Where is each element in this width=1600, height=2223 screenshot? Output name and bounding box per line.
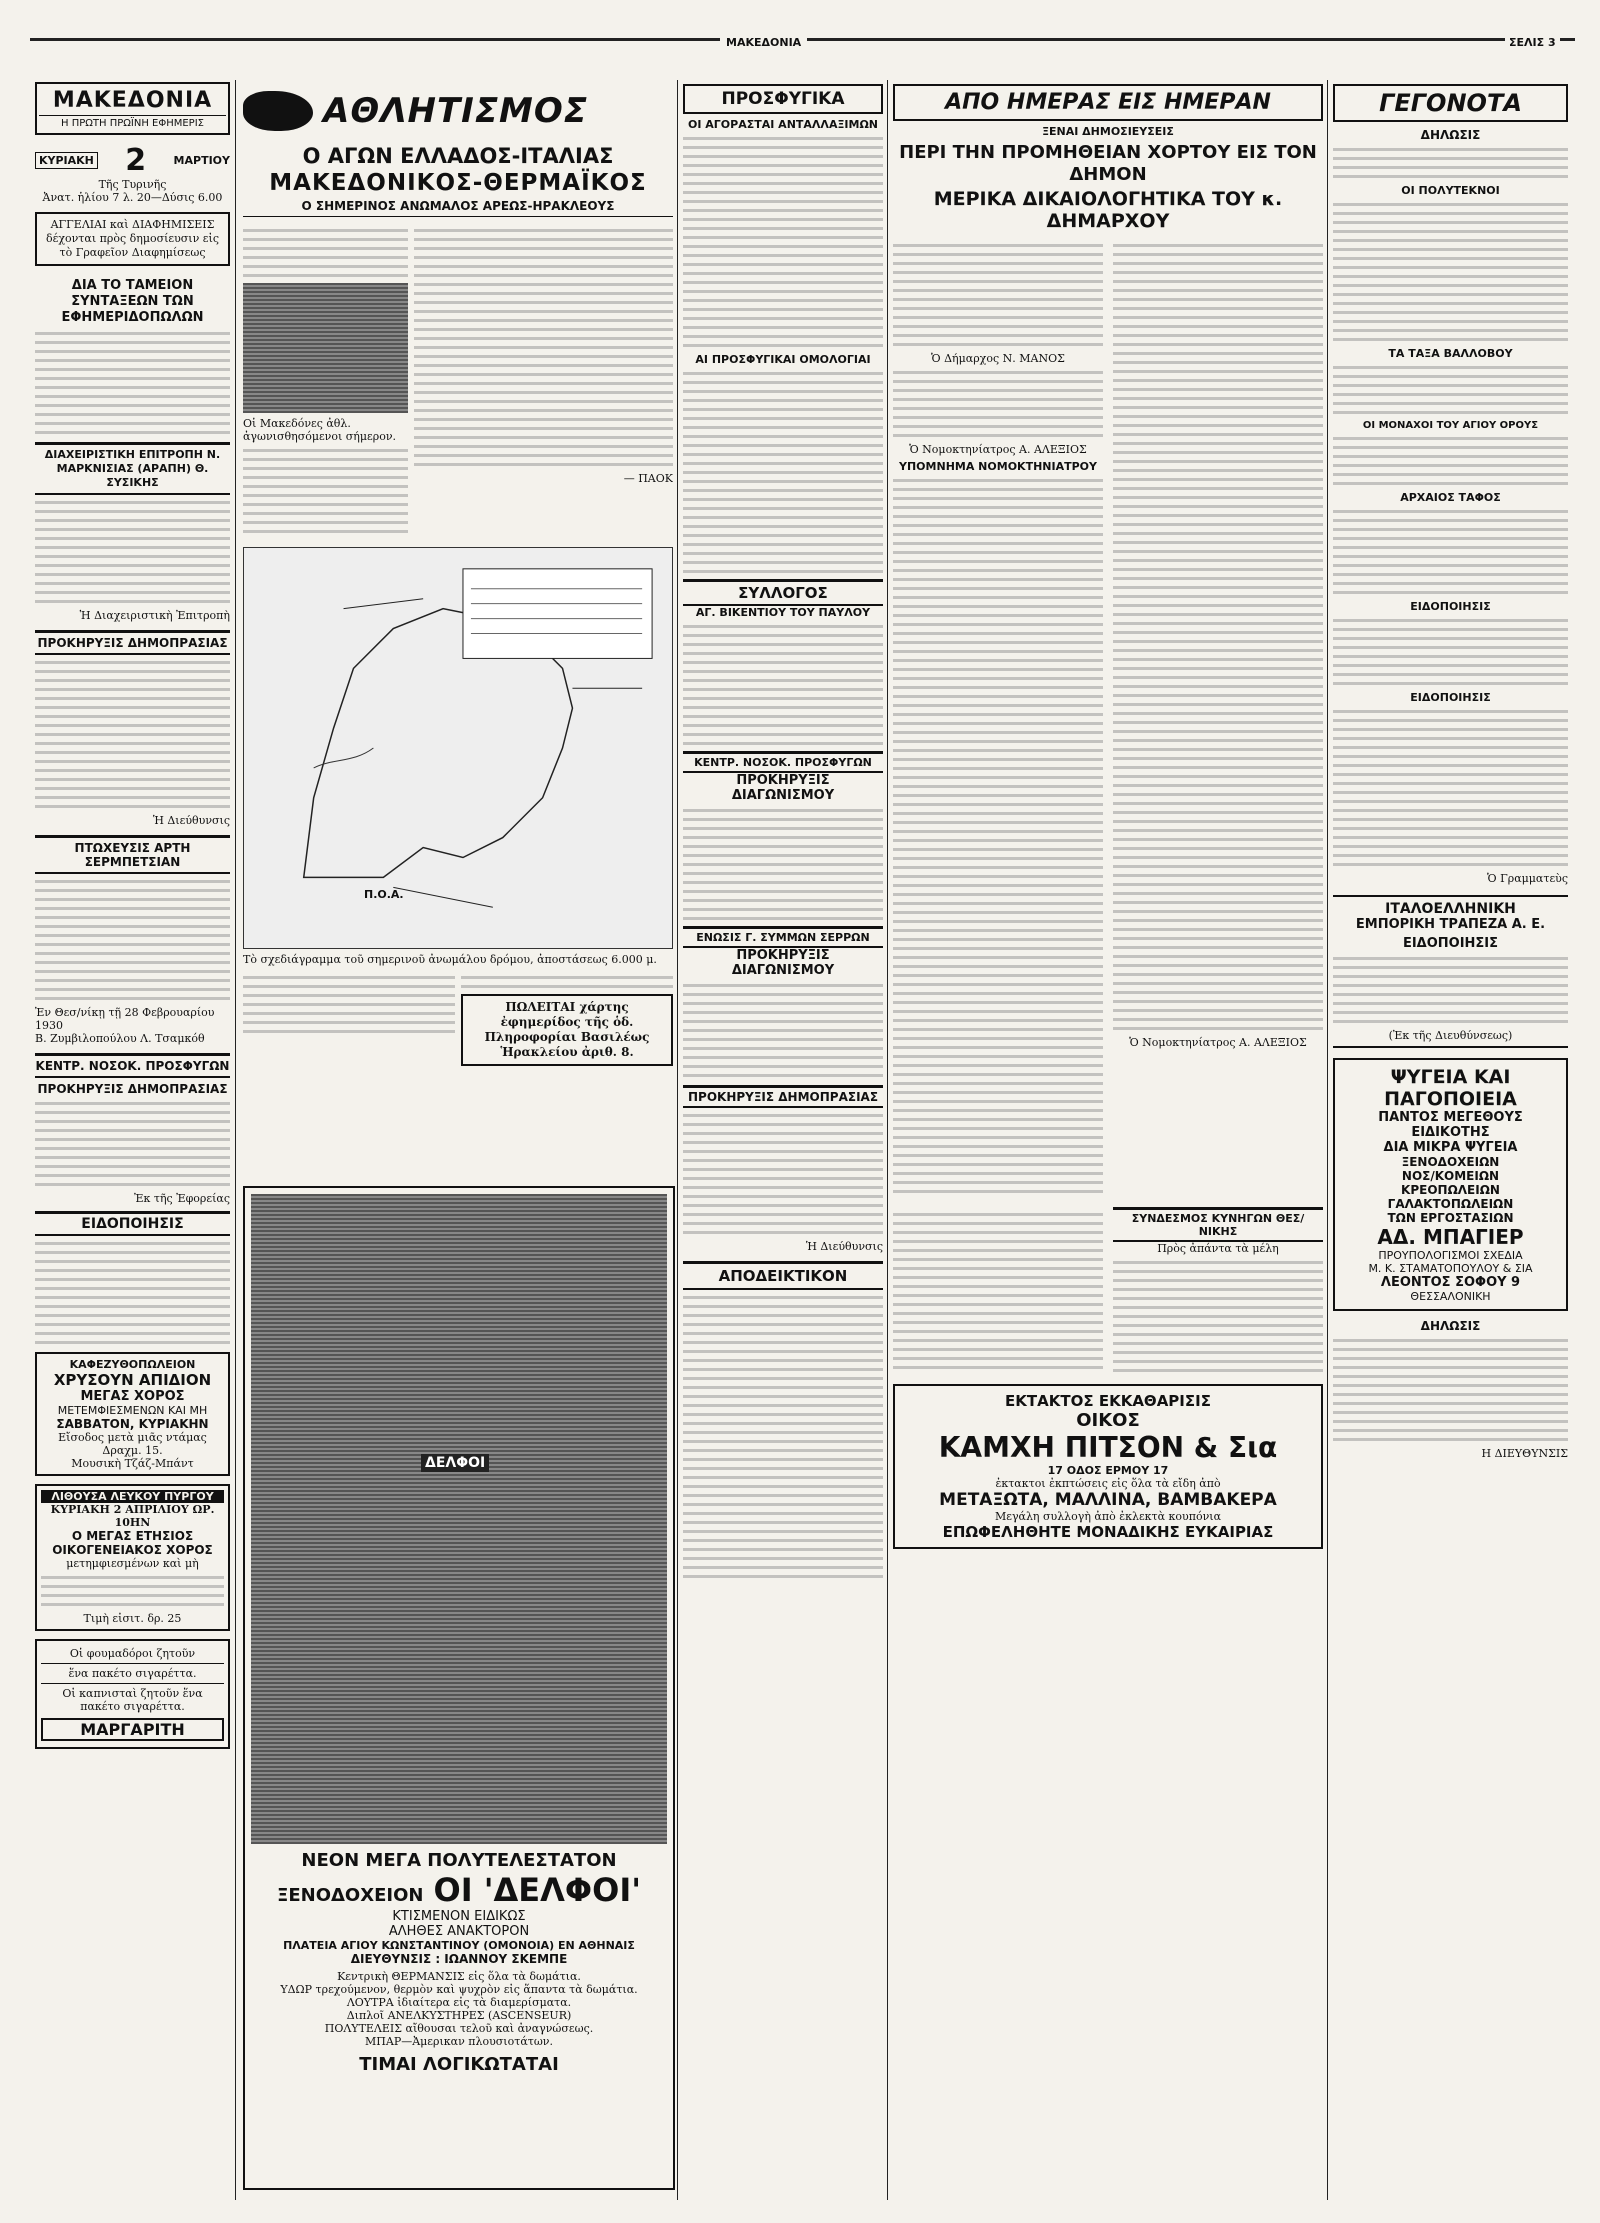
bank-notice	[1333, 895, 1568, 1048]
headline-taxos: ΑΡΧΑΙΟΣ ΤΑΦΟΣ	[1400, 491, 1501, 504]
kamchi-pitson-advertisement	[893, 1384, 1323, 1549]
article-body	[1333, 148, 1568, 178]
ad-line: ΣΑΒΒΑΤΟΝ, ΚΥΡΙΑΚΗΝ	[56, 1417, 209, 1431]
ad-line: ΛΟΥΤΡΑ ἰδιαίτερα εἰς τὰ διαμερίσματα.	[346, 1996, 572, 2009]
newsprint-sale-notice: ΠΩΛΕΙΤΑΙ χάρτης ἐφημερίδος τῆς ὁδ. Πληροφορίαι Βασιλέως Ἡρακλείου ἀριθ. 8.	[461, 994, 673, 1066]
ad-line: ΑΛΗΘΕΣ ΑΝΑΚΤΟΡΟΝ	[388, 1924, 530, 1939]
hotel-building-photo	[251, 1194, 667, 1844]
ad-line: Ο ΜΕΓΑΣ ΕΤΗΣΙΟΣ	[71, 1529, 194, 1543]
ad-line: ἐκτακτοι ἐκπτώσεις εἰς ὅλα τὰ εἴδη ἀπὸ	[995, 1477, 1221, 1490]
ad-line: ΠΑΓΟΠΟΙΕΙΑ	[1384, 1088, 1517, 1110]
ad-title: ΕΚΤΑΚΤΟΣ ΕΚΚΑΘΑΡΙΣΙΣ	[1005, 1392, 1211, 1410]
bank-subtitle: ΕΜΠΟΡΙΚΗ ΤΡΑΠΕΖΑ Α. Ε.	[1355, 917, 1546, 932]
column-4	[893, 84, 1323, 2194]
signature: Η ΔΙΕΥΘΥΝΣΙΣ	[1481, 1447, 1568, 1460]
ad-name: ΧΡΥΣΟΥΝ ΑΠΙΔΙΟΝ	[53, 1371, 212, 1389]
headline-enosis: ΕΝΩΣΙΣ Γ. ΣΥΜΜΩΝ ΣΕΡΡΩΝ	[683, 926, 883, 948]
dance-advertisement	[35, 1484, 230, 1631]
article-body	[683, 372, 883, 573]
article-body	[35, 332, 230, 434]
article-body	[683, 984, 883, 1077]
building-sign: ΔΕΛΦΟΙ	[421, 1454, 489, 1472]
ad-line: ΟΙΚΟΓΕΝΕΙΑΚΟΣ ΧΟΡΟΣ	[52, 1543, 213, 1557]
ad-oikos: ΟΙΚΟΣ	[1076, 1410, 1140, 1431]
article-left	[893, 238, 1103, 1199]
headline-makedonikos: ΜΑΚΕΔΟΝΙΚΟΣ-ΘΕΡΜΑΪΚΟΣ	[269, 170, 647, 196]
syndesmos-sub: Πρὸς ἀπάντα τὰ μέλη	[1157, 1242, 1279, 1255]
headline-greece-italy: Ο ΑΓΩΝ ΕΛΛΑΔΟΣ-ΙΤΑΛΙΑΣ	[302, 144, 614, 168]
ad-line: ΚΡΕΟΠΩΛΕΙΩΝ	[1401, 1183, 1500, 1197]
ad-title: ΚΑΦΕΖΥΘΟΠΩΛΕΙΟΝ	[69, 1358, 196, 1371]
headline-dilosis-2: ΔΗΛΩΣΙΣ	[1420, 1319, 1481, 1333]
signature: Ὁ Νομοκτηνίατρος Α. ΑΛΕΞΙΟΣ	[1129, 1036, 1307, 1049]
ad-line: ΚΥΡΙΑΚΗ 2 ΑΠΡΙΛΙΟΥ ΩΡ. 10ΗΝ	[50, 1503, 215, 1529]
section-banner: ΓΕΓΟΝΟΤΑ	[1333, 84, 1568, 122]
refrigerator-advertisement	[1333, 1058, 1568, 1311]
ad-line: ΛΕΟΝΤΟΣ ΣΟΦΟΥ 9	[1380, 1275, 1521, 1290]
article-body	[35, 880, 230, 1000]
bank-notice-title: ΕΙΔΟΠΟΙΗΣΙΣ	[1402, 936, 1499, 951]
ad-line: ΠΡΟΥΠΟΛΟΓΙΣΜΟΙ ΣΧΕΔΙΑ	[1378, 1249, 1523, 1262]
ad-title: ΛΙΘΟΥΣΑ ΛΕΥΚΟΥ ΠΥΡΓΟΥ	[41, 1490, 224, 1503]
ad-line: ΠΛΑΤΕΙΑ ΑΓΙΟΥ ΚΩΝΣΤΑΝΤΙΝΟΥ (ΟΜΟΝΟΙΑ) ΕΝ ΑΘΗΝΑΙΣ	[283, 1939, 635, 1952]
article-columns	[893, 238, 1323, 1199]
headline-omologiai: ΑΙ ΠΡΟΣΦΥΓΙΚΑΙ ΟΜΟΛΟΓΙΑΙ	[695, 353, 871, 366]
ad-line: ἕνα πακέτο σιγαρέττα.	[68, 1667, 197, 1680]
ad-line: Διπλοῖ ΑΝΕΛΚΥΣΤΗΡΕΣ (ASCENSEUR)	[346, 2009, 572, 2022]
sports-upper	[243, 223, 673, 539]
ad-body	[41, 1576, 224, 1606]
article-right	[1113, 238, 1323, 1199]
ad-line: Τιμὴ εἰσιτ. δρ. 25	[83, 1612, 182, 1625]
signature-date: Ἐν Θεσ/νίκῃ τῇ 28 Φεβρουαρίου 1930	[35, 1006, 215, 1032]
signature-names: Β. Ζυμβιλοπούλου Λ. Τσαμκόθ	[35, 1032, 205, 1045]
advertising-notice: ΑΓΓΕΛΙΑΙ καὶ ΔΙΑΦΗΜΙΣΕΙΣ δέχονται πρὸς δημοσίευσιν εἰς τὸ Γραφεῖον Διαφημίσεως	[35, 212, 230, 266]
map-label: Π.Ο.Α.	[364, 888, 404, 901]
headline-chortos: ΠΕΡΙ ΤΗΝ ΠΡΟΜΗΘΕΙΑΝ ΧΟΡΤΟΥ ΕΙΣ ΤΟΝ ΔΗΜΟΝ	[899, 142, 1317, 185]
article-body	[1333, 957, 1568, 1023]
ad-line: πακέτο σιγαρέττα.	[80, 1700, 185, 1713]
headline-dilosis: ΔΗΛΩΣΙΣ	[1420, 128, 1481, 142]
article-body	[243, 970, 455, 1066]
date-day: ΚΥΡΙΑΚΗ	[35, 152, 98, 169]
nameplate-title: ΜΑΚΕΔΟΝΙΑ	[52, 88, 213, 113]
sports-lower-right	[461, 970, 673, 1066]
headline-kentr-nosok: ΚΕΝΤΡ. ΝΟΣΟΚ. ΠΡΟΣΦΥΓΩΝ	[683, 751, 883, 773]
ad-line: ΘΕΣΣΑΛΟΝΙΚΗ	[1410, 1290, 1491, 1303]
page-number: ΣΕΛΙΣ 3	[1505, 36, 1560, 49]
column-divider	[235, 80, 236, 2200]
nameplate-subtitle: Η ΠΡΩΤΗ ΠΡΩΪΝΗ ΕΦΗΜΕΡΙΣ	[39, 115, 226, 129]
signature: Ἡ Διεύθυνσις	[152, 814, 230, 827]
headline-syllogos: ΣΥΛΛΟΓΟΣ	[683, 579, 883, 606]
ad-line: ΓΑΛΑΚΤΟΠΩΛΕΙΩΝ	[1387, 1197, 1514, 1211]
ad-line: Εἴσοδος μετὰ μιᾶς ντάμας Δραχμ. 15.	[58, 1431, 207, 1457]
lower-left	[893, 1207, 1103, 1378]
sports-left-block	[243, 223, 408, 539]
article-body	[683, 137, 883, 347]
ad-line: Κεντρικὴ ΘΕΡΜΑΝΣΙΣ εἰς ὅλα τὰ δωμάτια.	[337, 1970, 581, 1983]
article-body	[893, 244, 1103, 346]
subheadline-syllogos: ΑΓ. ΒΙΚΕΝΤΙΟΥ ΤΟΥ ΠΑΥΛΟΥ	[695, 606, 871, 619]
headline-eidopoiiseis: ΕΙΔΟΠΟΙΗΣΙΣ	[35, 1211, 230, 1236]
ad-line: Οἱ καπνισταὶ ζητοῦν ἕνα	[41, 1683, 224, 1700]
signature: Ὁ Γραμματεὺς	[1487, 872, 1568, 885]
sports-banner-title: ΑΘΛΗΤΙΣΜΟΣ	[323, 91, 589, 131]
ad-line: ΜΕΤΑΞΩΤΑ, ΜΑΛΛΙΝΑ, ΒΑΜΒΑΚΕΡΑ	[939, 1490, 1277, 1510]
article-body	[683, 625, 883, 745]
ad-line: ΔΙΑ ΜΙΚΡΑ ΨΥΓΕΙΑ	[1383, 1140, 1518, 1155]
headline-tameion: ΔΙΑ ΤΟ ΤΑΜΕΙΟΝ ΣΥΝΤΑΞΕΩΝ ΤΩΝ ΕΦΗΜΕΡΙΔΟΠΩΛΩΝ	[61, 278, 204, 325]
subheadline-kentr: ΠΡΟΚΗΡΥΞΙΣ ΔΗΜΟΠΡΑΣΙΑΣ	[37, 1082, 228, 1096]
article-body	[243, 229, 408, 277]
sunrise-line: Ἀνατ. ἡλίου 7 λ. 20—Δύσις 6.00	[42, 191, 223, 204]
ad-line: ΜΕΤΕΜΦΙΕΣΜΕΝΩΝ ΚΑΙ ΜΗ	[57, 1404, 208, 1417]
headline-diakritiki: ΔΙΑΧΕΙΡΙΣΤΙΚΗ ΕΠΙΤΡΟΠΗ Ν. ΜΑΡΚΝΙΣΙΑΣ (ΑΡΑΠΗ) Θ. ΣΥΣΙΚΗΣ	[35, 442, 230, 495]
article-body	[683, 1296, 883, 1578]
article-body	[683, 1114, 883, 1234]
ad-line: ΕΠΩΦΕΛΗΘΗΤΕ ΜΟΝΑΔΙΚΗΣ ΕΥΚΑΙΡΙΑΣ	[942, 1523, 1274, 1541]
ad-line: Οἱ φουμαδόροι ζητοῦν	[41, 1647, 224, 1664]
article-body	[893, 479, 1103, 1193]
signature: Ὁ Νομοκτηνίατρος Α. ΑΛΕΞΙΟΣ	[909, 443, 1087, 456]
article-body	[243, 449, 408, 533]
sports-right-block	[414, 223, 673, 539]
headline-prokiryxis-dimoprasias: ΠΡΟΚΗΡΥΞΙΣ ΔΗΜΟΠΡΑΣΙΑΣ	[683, 1085, 883, 1108]
ad-line: ΠΟΛΥΤΕΛΕΙΣ αἴθουσαι τελοῦ καὶ ἀναγνώσεως.	[324, 2022, 594, 2035]
column-divider	[1327, 80, 1328, 2200]
masthead-paper-name: ΜΑΚΕΔΟΝΙΑ	[720, 36, 807, 49]
ad-line: ΔΙΕΥΘΥΝΣΙΣ : ΙΩΑΝΝΟΥ ΣΚΕΜΠΕ	[350, 1952, 568, 1966]
headline-agorastai: ΟΙ ΑΓΟΡΑΣΤΑΙ ΑΝΤΑΛΛΑΞΙΜΩΝ	[688, 118, 878, 131]
article-body	[1333, 366, 1568, 414]
signature: Ὁ Δήμαρχος Ν. ΜΑΝΟΣ	[931, 352, 1065, 365]
article-body	[35, 1242, 230, 1344]
article-body	[414, 229, 673, 466]
article-body	[35, 1102, 230, 1186]
ad-brand: ΜΑΡΓΑΡΙΤΗ	[41, 1718, 224, 1741]
article-body	[1333, 437, 1568, 485]
date-number: 2	[125, 143, 147, 178]
headline-eidopoiisis-2: ΕΙΔΟΠΟΙΗΣΙΣ	[1410, 691, 1491, 704]
subheadline-kentr: ΠΡΟΚΗΡΥΞΙΣ ΔΙΑΓΩΝΙΣΜΟΥ	[731, 773, 835, 803]
ad-line: ΠΑΝΤΟΣ ΜΕΓΕΘΟΥΣ	[1378, 1110, 1523, 1125]
subheadline-ypomnima: ΥΠΟΜΝΗΜΑ ΝΟΜΟΚΤΗΝΙΑΤΡΟΥ	[899, 460, 1097, 473]
signature: Ἡ Διεύθυνσις	[805, 1240, 883, 1253]
headline-eidopoiisis: ΕΙΔΟΠΟΙΗΣΙΣ	[1410, 600, 1491, 613]
ad-line: ΜΕΓΑΣ ΧΟΡΟΣ	[80, 1389, 185, 1404]
column-divider	[887, 80, 888, 2200]
ad-line: Μεγάλη συλλογὴ ἀπὸ ἐκλεκτὰ κουπόνια	[994, 1510, 1222, 1523]
sports-lower	[243, 970, 673, 1066]
cigarette-advertisement	[35, 1639, 230, 1749]
sports-banner	[243, 82, 673, 140]
article-body	[893, 371, 1103, 437]
ad-line: ΝΕΟΝ ΜΕΓΑ ΠΟΛΥΤΕΛΕΣΤΑΤΟΝ	[301, 1850, 617, 1871]
lower-articles	[893, 1207, 1323, 1378]
ad-line: ΞΕΝΟΔΟΧΕΙΟΝ	[276, 1885, 424, 1906]
feast-line: Τῆς Τυρινῆς	[98, 178, 167, 191]
subheadline-enosis: ΠΡΟΚΗΡΥΞΙΣ ΔΙΑΓΩΝΙΣΜΟΥ	[731, 948, 835, 978]
article-body	[1333, 710, 1568, 866]
column-1	[35, 82, 230, 2212]
article-body	[35, 501, 230, 603]
sports-section	[243, 82, 673, 1182]
date-month: ΜΑΡΤΙΟΥ	[173, 154, 230, 167]
article-body	[1333, 619, 1568, 685]
headline-taxa: ΤΑ ΤΑΞΑ ΒΑΛΛΟΒΟΥ	[1388, 347, 1513, 360]
hotel-delfoi-advertisement	[243, 1186, 675, 2190]
article-body	[1113, 1261, 1323, 1372]
ad-line: ΤΙΜΑΙ ΛΟΓΙΚΩΤΑΤΑΙ	[359, 2054, 559, 2075]
paper-nameplate	[35, 82, 230, 135]
race-route-map	[243, 547, 673, 949]
athletes-photo	[243, 283, 408, 413]
bank-title: ΙΤΑΛΟΕΛΛΗΝΙΚΗ	[1385, 901, 1516, 917]
headline-prokiryxis: ΠΡΟΚΗΡΥΞΙΣ ΔΗΜΟΠΡΑΣΙΑΣ	[35, 630, 230, 655]
ad-address: 17 ΟΔΟΣ ΕΡΜΟΥ 17	[1047, 1464, 1169, 1477]
article-body	[1333, 510, 1568, 594]
section-banner: ΑΠΟ ΗΜΕΡΑΣ ΕΙΣ ΗΜΕΡΑΝ	[893, 84, 1323, 121]
article-body	[683, 809, 883, 920]
date-line	[35, 143, 230, 178]
article-body	[35, 661, 230, 808]
photo-caption: Οἱ Μακεδόνες ἀθλ. ἀγωνισθησόμενοι σήμερον.	[243, 417, 397, 443]
ad-line: Μ. Κ. ΣΤΑΜΑΤΟΠΟΥΛΟΥ & ΣΙΑ	[1368, 1262, 1533, 1275]
ad-hotel-title: ΟΙ 'ΔΕΛΦΟΙ'	[433, 1871, 642, 1909]
headline-syndesmos: ΣΥΝΔΕΣΜΟΣ ΚΥΝΗΓΩΝ ΘΕΣ/ΝΙΚΗΣ	[1113, 1207, 1323, 1242]
article-body	[1113, 244, 1323, 1030]
signature: Ἐκ τῆς Ἐφορείας	[134, 1192, 230, 1205]
cafe-advertisement	[35, 1352, 230, 1476]
ad-line: μετημφιεσμένων καὶ μὴ	[66, 1557, 199, 1570]
ad-line: ΝΟΣ/ΚΟΜΕΙΩΝ	[1401, 1169, 1500, 1183]
article-body	[1333, 203, 1568, 341]
headline-prosfygika: ΠΡΟΣΦΥΓΙΚΑ	[683, 84, 883, 114]
ad-line: ΞΕΝΟΔΟΧΕΙΩΝ	[1401, 1155, 1500, 1169]
signature: (Ἐκ τῆς Διευθύνσεως)	[1388, 1029, 1513, 1042]
column-divider	[677, 80, 678, 2200]
headline-apodeiktikon: ΑΠΟΔΕΙΚΤΙΚΟΝ	[683, 1261, 883, 1290]
ad-line: ΑΔ. ΜΠΑΓΙΕΡ	[1377, 1225, 1524, 1249]
article-body	[893, 1213, 1103, 1369]
runner-illustration-icon	[243, 91, 313, 131]
headline-politeknoi: ΟΙ ΠΟΛΥΤΕΚΝΟΙ	[1401, 184, 1500, 197]
map-caption: Τὸ σχεδιάγραμμα τοῦ σημερινοῦ ἀνωμάλου δρόμου, ἀποστάσεως 6.000 μ.	[243, 953, 657, 966]
headline-monaxoi: ΟΙ ΜΟΝΑΧΟΙ ΤΟΥ ΑΓΙΟΥ ΟΡΟΥΣ	[1362, 420, 1539, 431]
article-body	[1333, 1339, 1568, 1441]
headline-ptoxeysis: ΠΤΩΧΕΥΣΙΣ ΑΡΤΗ ΣΕΡΜΠΕΤΣΙΑΝ	[35, 835, 230, 874]
ad-hotel-name	[245, 1871, 673, 1909]
ad-line: ΜΠΑΡ—Ἀμερικαν πλουσιοτάτων.	[365, 2035, 553, 2048]
signature: — ΠΑΟΚ	[623, 472, 673, 485]
article-body	[461, 976, 673, 988]
headline-kentr: ΚΕΝΤΡ. ΝΟΣΟΚ. ΠΡΟΣΦΥΓΩΝ	[35, 1053, 230, 1078]
lower-right	[1113, 1207, 1323, 1378]
route-diagram	[244, 548, 672, 948]
headline-dimarchos: ΜΕΡΙΚΑ ΔΙΚΑΙΟΛΟΓΗΤΙΚΑ ΤΟΥ κ. ΔΗΜΑΡΧΟΥ	[933, 188, 1283, 232]
headline-cross-country: Ο ΣΗΜΕΡΙΝΟΣ ΑΝΩΜΑΛΟΣ ΑΡΕΩΣ-ΗΡΑΚΛΕΟΥΣ	[243, 199, 673, 217]
ad-line: ΥΔΩΡ τρεχούμενον, θερμὸν καὶ ψυχρὸν εἰς ἅπαντα τὰ δωμάτια.	[280, 1983, 638, 1996]
ad-line: Μουσικὴ Τζάζ-Μπάντ	[71, 1457, 194, 1470]
column-5	[1333, 84, 1568, 2194]
ad-line: ΕΙΔΙΚΟΤΗΣ	[1411, 1125, 1490, 1140]
column-3	[683, 84, 883, 2194]
ad-line: ΨΥΓΕΙΑ ΚΑΙ	[1390, 1066, 1511, 1088]
ad-line: ΚΤΙΣΜΕΝΟΝ ΕΙΔΙΚΩΣ	[392, 1909, 526, 1924]
ad-name: ΚΑΜΧΗ ΠΙΤΣΟΝ & Σια	[938, 1431, 1278, 1464]
section-kicker: ΞΕΝΑΙ ΔΗΜΟΣΙΕΥΣΕΙΣ	[1042, 125, 1174, 138]
ad-line: ΤΩΝ ΕΡΓΟΣΤΑΣΙΩΝ	[1387, 1211, 1514, 1225]
signature: Ἡ Διαχειριστικὴ Ἐπιτροπὴ	[79, 609, 230, 622]
